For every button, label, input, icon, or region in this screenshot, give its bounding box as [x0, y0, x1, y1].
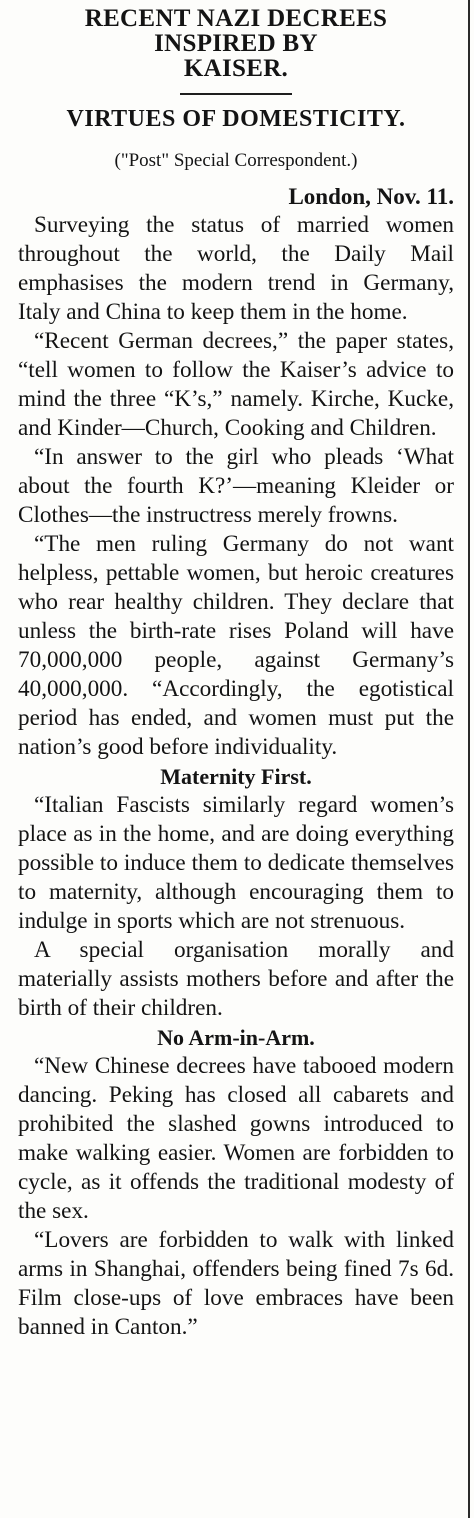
- article-paragraph: “Lovers are forbidden to walk with linked arms in Shanghai, offenders being fined 7s 6d. Film close-ups of love embraces have been banned in Canton.”: [18, 1227, 454, 1340]
- article-subheadline: VIRTUES OF DOMESTICITY.: [66, 106, 406, 132]
- headline-line: RECENT NAZI DECREES: [84, 5, 388, 32]
- headline-line: KAISER.: [183, 55, 289, 82]
- headline-divider: [180, 93, 292, 95]
- news-article: [18, 0, 454, 1342]
- section-heading: No Arm-in-Arm.: [157, 1025, 315, 1050]
- column-divider-rule: [468, 0, 470, 1518]
- article-paragraph: “Recent German decrees,” the paper states, “tell women to follow the Kaiser’s advice to mind the three “K’s,” namely. Kirche, Kucke, and Kinder—Church, Cooking and Children.: [18, 328, 454, 441]
- section-heading: Maternity First.: [160, 764, 312, 789]
- article-paragraph: A special organisation morally and materially assists mothers before and after the birth of their children.: [18, 937, 454, 1021]
- article-paragraph: “New Chinese decrees have tabooed modern dancing. Peking has closed all cabarets and prohibited the slashed gowns introduced to make walking easier. Women are forbidden to cycle, as it offends the traditional modesty of the sex.: [18, 1053, 454, 1224]
- correspondent-credit: ("Post" Special Correspondent.): [114, 150, 358, 171]
- headline-line: INSPIRED BY: [154, 30, 318, 57]
- article-paragraph: “In answer to the girl who pleads ‘What about the fourth K?’—meaning Kleider or Clothes—the instructress merely frowns.: [18, 444, 454, 528]
- dateline: London, Nov. 11.: [288, 184, 454, 209]
- article-paragraph: Surveying the status of married women throughout the world, the Daily Mail emphasises the modern trend in Germany, Italy and China to keep them in the home.: [18, 212, 454, 325]
- article-headline: [18, 6, 454, 81]
- article-paragraph: “The men ruling Germany do not want helpless, pettable women, but heroic creatures who rear healthy children. They declare that unless the birth-rate rises Poland will have 70,000,000 people, against Germany’s 40,000,000. “Accordingly, the egotistical period has ended, and women must put the nation’s good before individuality.: [18, 531, 454, 760]
- article-paragraph: “Italian Fascists similarly regard women’s place as in the home, and are doing everything possible to induce them to dedicate themselves to maternity, although encouraging them to indulge in sports which are not strenuous.: [18, 792, 454, 934]
